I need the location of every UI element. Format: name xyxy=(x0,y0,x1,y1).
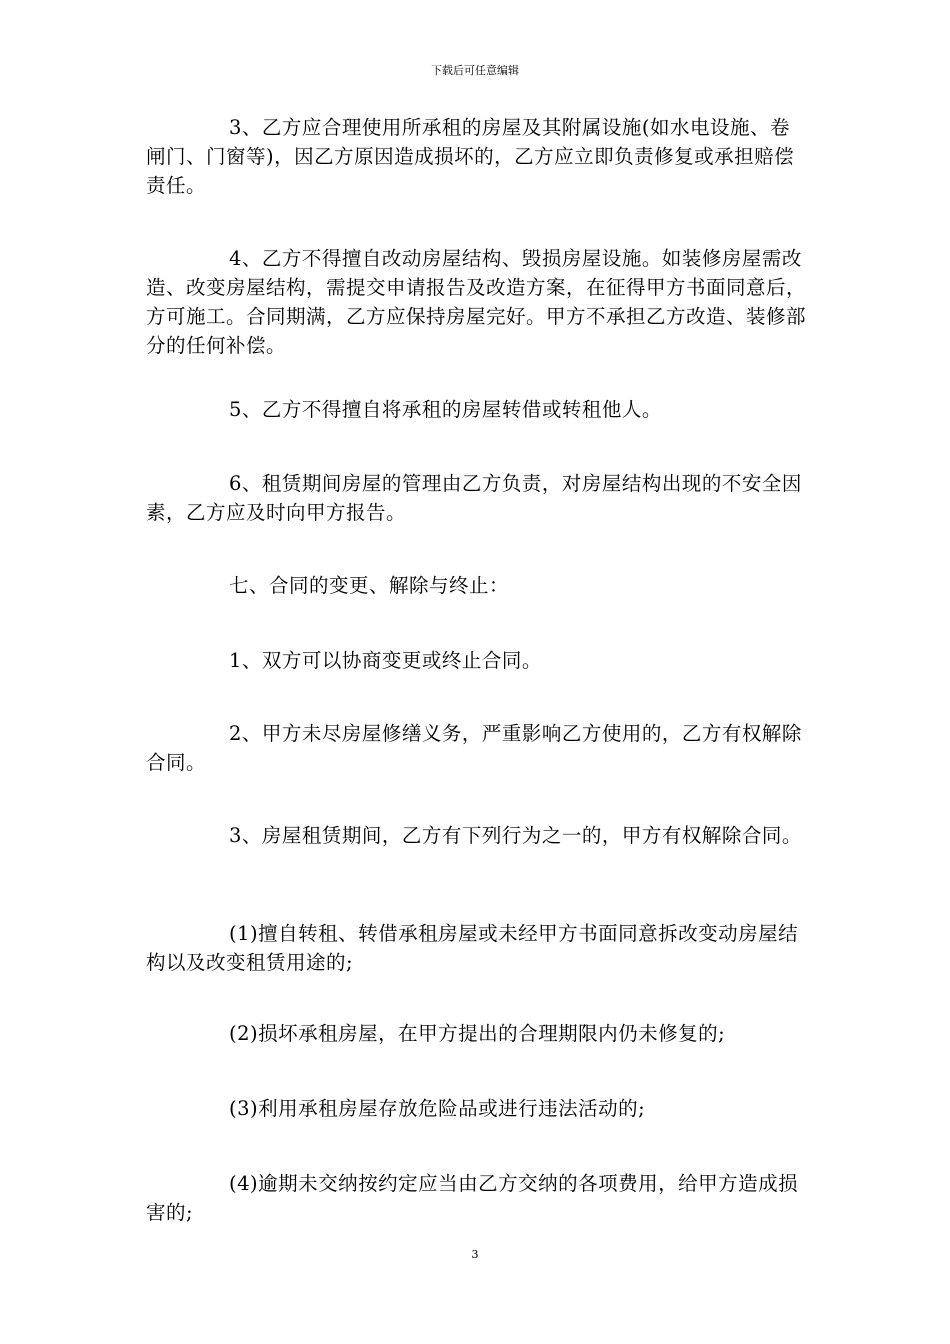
paragraph-item-4: (4)逾期未交纳按约定应当由乙方交纳的各项费用，给甲方造成损害的; xyxy=(146,1172,799,1224)
paragraph-item-1: (1)擅自转租、转借承租房屋或未经甲方书面同意拆改变动房屋结构以及改变租赁用途的; xyxy=(146,922,799,974)
paragraph-clause-6-4: 4、乙方不得擅自改动房屋结构、毁损房屋设施。如装修房屋需改造、改变房屋结构，需提交申请报告及改造方案，在征得甲方书面同意后，方可施工。合同期满，乙方应保持房屋完好。甲方不承担乙方改造、装修部分的任何补偿。 xyxy=(146,247,807,357)
paragraph-clause-6-6: 6、租赁期间房屋的管理由乙方负责，对房屋结构出现的不安全因素，乙方应及时向甲方报告。 xyxy=(146,472,802,524)
paragraph-item-2: (2)损坏承租房屋，在甲方提出的合理期限内仍未修复的; xyxy=(229,1022,726,1045)
paragraph-item-3: (3)利用承租房屋存放危险品或进行违法活动的; xyxy=(229,1097,646,1120)
paragraph-clause-7-1: 1、双方可以协商变更或终止合同。 xyxy=(229,649,542,672)
page-number: 3 xyxy=(471,1248,479,1261)
section-heading-7: 七、合同的变更、解除与终止： xyxy=(229,574,510,597)
paragraph-clause-7-2: 2、甲方未尽房屋修缮义务，严重影响乙方使用的，乙方有权解除合同。 xyxy=(146,722,802,774)
paragraph-clause-6-3: 3、乙方应合理使用所承租的房屋及其附属设施(如水电设施、卷闸门、门窗等)，因乙方原因造成损坏的，乙方应立即负责修复或承担赔偿责任。 xyxy=(146,116,795,197)
paragraph-clause-6-5: 5、乙方不得擅自将承租的房屋转借或转租他人。 xyxy=(229,398,662,421)
page-header-note: 下载后可任意编辑 xyxy=(431,64,519,77)
paragraph-clause-7-3: 3、房屋租赁期间，乙方有下列行为之一的，甲方有权解除合同。 xyxy=(229,824,802,847)
